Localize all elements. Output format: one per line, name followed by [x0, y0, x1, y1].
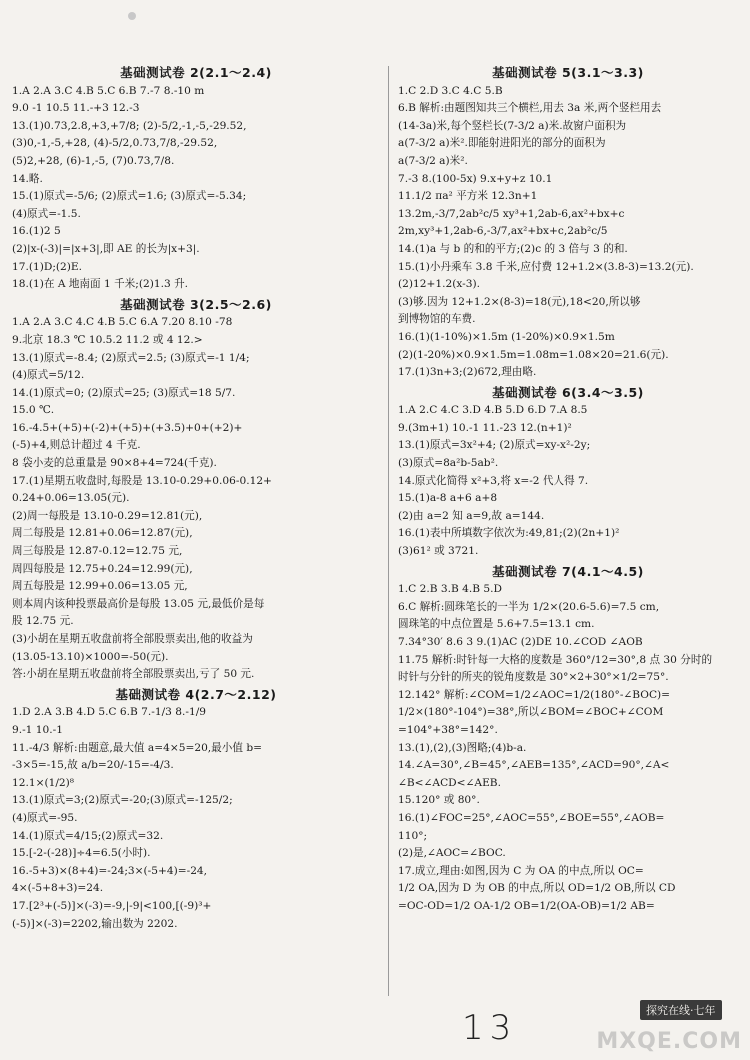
answer-line: ∠B<∠ACD<∠AEB.	[398, 776, 501, 789]
answer-line: 9.北京 18.3 ℃ 10.5.2 11.2 或 4 12.>	[12, 333, 203, 346]
answer-line: 4×(-5+8+3)=24.	[12, 882, 104, 895]
answer-line: 16.(1)(1-10%)×1.5m (1-20%)×0.9×1.5m	[398, 330, 615, 343]
answer-line: 13.(1)0.73,2.8,+3,+7/8; (2)-5/2,-1,-5,-29.52,	[12, 119, 247, 132]
answer-line: (3)61² 或 3721.	[398, 545, 479, 558]
page-number: 13	[462, 1008, 518, 1048]
brand-label: 探究在线·七年	[640, 1000, 722, 1020]
test-section-title: 基础测试卷 5(3.1～3.3)	[492, 65, 644, 80]
answer-line: =OC-OD=1/2 OA-1/2 OB=1/2(OA-OB)=1/2 AB=	[398, 899, 655, 912]
answer-line: 15.(1)小丹乘车 3.8 千米,应付费 12+1.2×(3.8-3)=13.2(元).	[398, 260, 694, 273]
answer-line: a(7-3/2 a)米².	[398, 154, 468, 167]
answer-line: 17.(1)3n+3;(2)672,理由略.	[398, 366, 537, 379]
answer-line: 15.120° 或 80°.	[398, 794, 480, 807]
answer-line: 13.(1)原式=3x²+4; (2)原式=xy-x²-2y;	[398, 439, 591, 452]
answer-line: 8 袋小麦的总重量是 90×8+4=724(千克).	[12, 457, 217, 470]
answer-line: (3)够.因为 12+1.2×(8-3)=18(元),18<20,所以够	[398, 295, 641, 308]
answer-line: 16.(1)∠FOC=25°,∠AOC=55°,∠BOE=55°,∠AOB=	[398, 811, 665, 824]
answer-line: 9.0 -1 10.5 11.-+3 12.-3	[12, 102, 140, 115]
answer-line: 17.(1)星期五收盘时,每股是 13.10-0.29+0.06-0.12+	[12, 474, 272, 487]
answer-line: (4)原式=-1.5.	[12, 207, 81, 220]
answer-line: 11.75 解析:时针每一大格的度数是 360°/12=30°,8 点 30 分时的	[398, 653, 713, 666]
answer-line: =104°+38°=142°.	[398, 723, 498, 736]
answer-line: 6.C 解析:圆珠笔长的一半为 1/2×(20.6-5.6)=7.5 cm,	[398, 600, 660, 613]
answer-line: 1.C 2.D 3.C 4.C 5.B	[398, 84, 503, 97]
answer-line: (3)原式=8a²b-5ab².	[398, 457, 499, 470]
answer-line: 1.A 2.A 3.C 4.B 5.C 6.B 7.-7 8.-10 m	[12, 84, 205, 97]
answer-line: 时针与分针的所夹的锐角度数是 30°×2+30°×1/2=75°.	[398, 671, 669, 684]
answer-line: 周五每股是 12.99+0.06=13.05 元,	[12, 580, 188, 593]
answer-line: 14.(1)原式=4/15;(2)原式=32.	[12, 829, 164, 842]
answer-line: 15.0 ℃.	[12, 404, 55, 417]
answer-line: 14.(1)a 与 b 的和的平方;(2)c 的 3 倍与 3 的和.	[398, 242, 628, 255]
answer-line: (2)|x-(-3)|=|x+3|,即 AE 的长为|x+3|.	[12, 242, 200, 255]
answer-line: 9.-1 10.-1	[12, 723, 63, 736]
test-section-title: 基础测试卷 7(4.1～4.5)	[492, 563, 644, 579]
answer-line: 17.(1)D;(2)E.	[12, 260, 83, 273]
answer-line: 12.142° 解析:∠COM=1/2∠AOC=1/2(180°-∠BOC)=	[398, 688, 671, 701]
answer-line: 11.-4/3 解析:由题意,最大值 a=4×5=20,最小值 b=	[12, 741, 262, 754]
answer-line: 14.略.	[12, 172, 43, 185]
answer-line: 1.A 2.A 3.C 4.C 4.B 5.C 6.A 7.20 8.10 -78	[12, 316, 233, 329]
site-watermark: MXQE.COM	[596, 1029, 742, 1054]
answer-line: 到博物馆的车费.	[398, 313, 476, 326]
answer-line: 2m,xy³+1,2ab-6,-3/7,ax²+bx+c,2ab²c/5	[398, 225, 608, 238]
answer-line: (-5)]×(-3)=2202,输出数为 2202.	[12, 917, 178, 930]
answer-line: (2)周一每股是 13.10-0.29=12.81(元),	[12, 509, 203, 522]
answer-line: 答:小胡在星期五收盘前将全部股票卖出,亏了 50 元.	[12, 668, 255, 681]
answer-line: 110°;	[398, 829, 428, 842]
test-section-title: 基础测试卷 6(3.4～3.5)	[492, 384, 644, 400]
answer-line: (5)2,+28, (6)-1,-5, (7)0.73,7/8.	[12, 154, 175, 167]
answer-line: 1.D 2.A 3.B 4.D 5.C 6.B 7.-1/3 8.-1/9	[12, 706, 207, 719]
answer-line: 股 12.75 元.	[12, 615, 74, 628]
answer-line: 7.34°30′ 8.6 3 9.(1)AC (2)DE 10.∠COD ∠AOB	[398, 636, 643, 648]
answer-line: 7.-3 8.(100-5x) 9.x+y+z 10.1	[398, 172, 553, 185]
answer-line: 则本周内该种投票最高价是每股 13.05 元,最低价是每	[12, 597, 265, 610]
answer-line: -3×5=-15,故 a/b=20/-15=-4/3.	[12, 759, 174, 772]
answer-line: (14-3a)米,每个竖栏长(7-3/2 a)米.故窗户面积为	[398, 119, 627, 132]
answer-line: a(7-3/2 a)米².即能射进阳光的部分的面积为	[398, 137, 606, 150]
left-answer-column	[12, 62, 380, 933]
answer-line: 圆珠笔的中点位置是 5.6+7.5=13.1 cm.	[398, 618, 595, 631]
right-answer-column	[398, 62, 738, 916]
answer-line: (4)原式=-95.	[12, 811, 78, 824]
column-divider	[388, 66, 389, 996]
answer-line: 周二每股是 12.81+0.06=12.87(元),	[12, 527, 193, 540]
answer-line: 1/2×(180°-104°)=38°,所以∠BOM=∠BOC+∠COM	[398, 706, 664, 719]
answer-line: 16.(1)表中所填数字依次为:49,81;(2)(2n+1)²	[398, 527, 620, 540]
answer-line: 9.(3m+1) 10.-1 11.-23 12.(n+1)²	[398, 421, 572, 434]
answer-line: 16.-4.5+(+5)+(-2)+(+5)+(+3.5)+0+(+2)+	[12, 421, 243, 434]
test-section-title: 基础测试卷 4(2.7～2.12)	[115, 686, 277, 702]
answer-line: 13.(1),(2),(3)图略;(4)b-a.	[398, 741, 527, 754]
answer-line: 13.(1)原式=3;(2)原式=-20;(3)原式=-125/2;	[12, 794, 233, 807]
answer-line: 11.1/2 πa² 平方米 12.3n+1	[398, 190, 538, 203]
test-section-title: 基础测试卷 2(2.1～2.4)	[120, 65, 272, 80]
answer-line: 18.(1)在 A 地南面 1 千米;(2)1.3 升.	[12, 278, 189, 291]
answer-line: 16.-5+3)×(8+4)=-24;3×(-5+4)=-24,	[12, 864, 208, 877]
answer-line: (3)小胡在星期五收盘前将全部股票卖出,他的收益为	[12, 633, 253, 645]
answer-line: 周三每股是 12.87-0.12=12.75 元,	[12, 545, 183, 558]
answer-line: 13.(1)原式=-8.4; (2)原式=2.5; (3)原式=-1 1/4;	[12, 351, 250, 364]
answer-line: 1.A 2.C 4.C 3.D 4.B 5.D 6.D 7.A 8.5	[398, 404, 588, 417]
answer-line: (13.05-13.10)×1000=-50(元).	[12, 650, 169, 663]
answer-line: 12.1×(1/2)⁸	[12, 776, 75, 789]
answer-line: 14.(1)原式=0; (2)原式=25; (3)原式=18 5/7.	[12, 386, 236, 399]
answer-line: 15.(1)原式=-5/6; (2)原式=1.6; (3)原式=-5.34;	[12, 190, 247, 203]
answer-line: 0.24+0.06=13.05(元).	[12, 492, 130, 505]
answer-line: 16.(1)2 5	[12, 225, 61, 238]
answer-line: (3)0,-1,-5,+28, (4)-5/2,0.73,7/8,-29.52,	[12, 137, 218, 150]
answer-line: (2)由 a=2 知 a=9,故 a=144.	[398, 509, 545, 522]
answer-line: (2)12+1.2(x-3).	[398, 278, 480, 291]
answer-line: 14.原式化简得 x²+3,将 x=-2 代人得 7.	[398, 474, 589, 487]
answer-line: 15.(1)a-8 a+6 a+8	[398, 492, 498, 505]
answer-line: 1.C 2.B 3.B 4.B 5.D	[398, 583, 502, 596]
answer-line: 15.[-2-(-28)]÷4=6.5(小时).	[12, 847, 151, 860]
test-section-title: 基础测试卷 3(2.5～2.6)	[120, 296, 272, 312]
answer-line: (2)(1-20%)×0.9×1.5m=1.08m=1.08×20=21.6(元).	[398, 348, 669, 361]
answer-line: 17.[2³+(-5)]×(-3)=-9,|-9|<100,[(-9)³+	[12, 899, 212, 912]
answer-line: 14.∠A=30°,∠B=45°,∠AEB=135°,∠ACD=90°,∠A<	[398, 759, 670, 772]
answer-line: 1/2 OA,因为 D 为 OB 的中点,所以 OD=1/2 OB,所以 CD	[398, 882, 676, 895]
answer-line: 周四每股是 12.75+0.24=12.99(元),	[12, 562, 193, 575]
answer-line: 13.2m,-3/7,2ab²c/5 xy³+1,2ab-6,ax²+bx+c	[398, 207, 625, 220]
answer-line: 6.B 解析:由题图知共三个横栏,用去 3a 米,两个竖栏用去	[398, 102, 662, 115]
answer-line: (2)是,∠AOC=∠BOC.	[398, 847, 506, 860]
binding-hole-mark	[128, 12, 136, 20]
answer-line: 17.成立,理由:如图,因为 C 为 OA 的中点,所以 OC=	[398, 864, 644, 877]
answer-line: (-5)+4,则总计超过 4 千克.	[12, 439, 141, 452]
answer-line: (4)原式=5/12.	[12, 369, 85, 382]
